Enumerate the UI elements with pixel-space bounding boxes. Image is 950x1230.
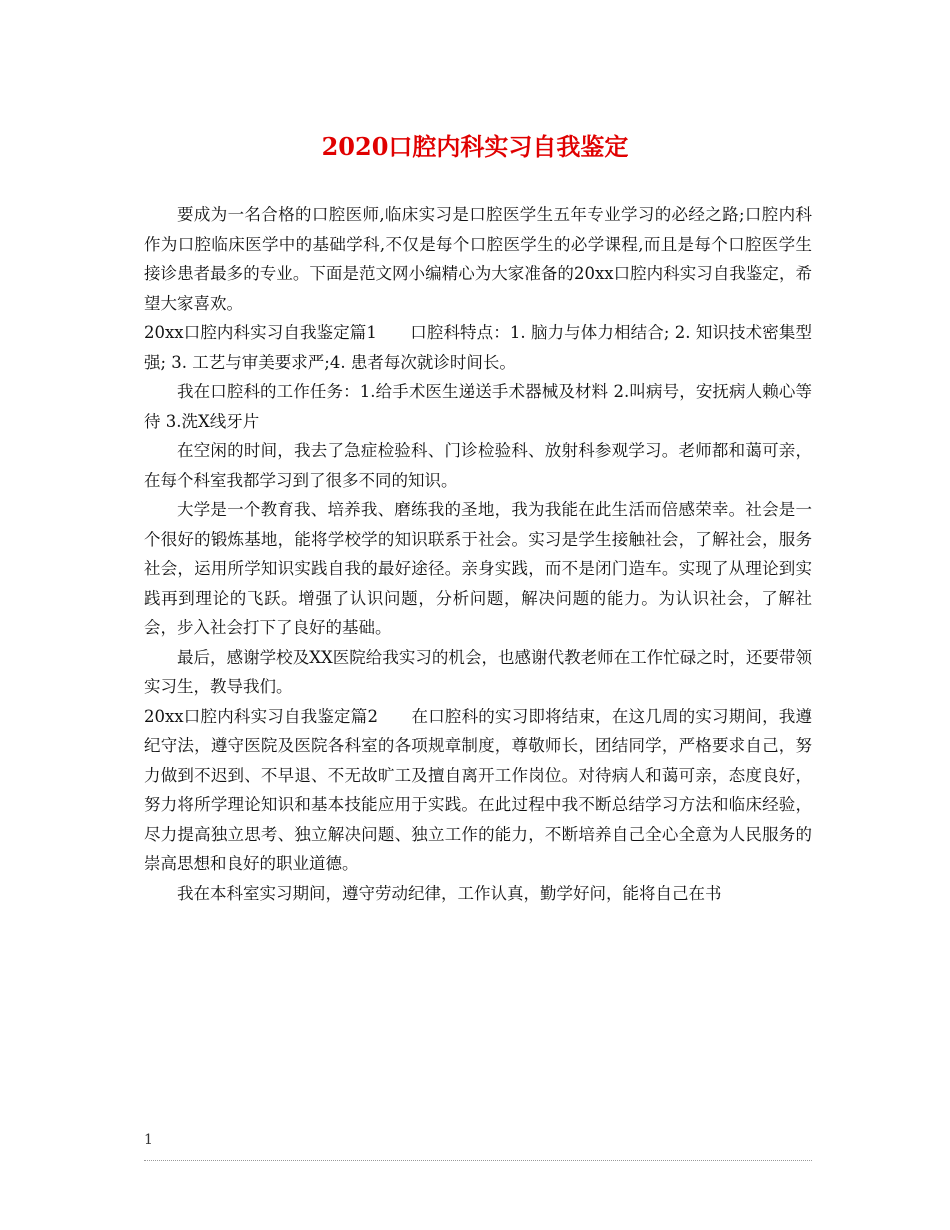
paragraph-university: 大学是一个教育我、培养我、磨练我的圣地，我为我能在此生活而倍感荣幸。社会是一个很好的锻炼基地，能将学校学的知识联系于社会。实习是学生接触社会，了解社会，服务社会，运用所学知识实践自我的最好途径。亲身实践，而不是闭门造车。实现了从理论到实践再到理论的飞跃。增强了认识问题，分析问题，解决问题的能力。为认识社会，了解社会，步入社会打下了良好的基础。 [144, 500, 812, 637]
paragraph-intro: 要成为一名合格的口腔医师,临床实习是口腔医学生五年专业学习的必经之路;口腔内科作为口腔临床医学中的基础学科,不仅是每个口腔医学生的必学课程,而且是每个口腔医学生接诊患者最多的专业。下面是范文网小编精心为大家准备的20xx口腔内科实习自我鉴定，希望大家喜欢。 [144, 205, 812, 313]
paragraph-part1-heading: 20xx口腔内科实习自我鉴定篇1 口腔科特点：1. 脑力与体力相结合; 2. 知识技术密集型强; 3. 工艺与审美要求严;4. 患者每次就诊时间长。 [144, 323, 812, 372]
page-number: 1 [144, 1132, 153, 1148]
paragraph-part2-heading: 20xx口腔内科实习自我鉴定篇2 在口腔科的实习即将结束，在这几周的实习期间，我遵纪守法，遵守医院及医院各科室的各项规章制度，尊敬师长，团结同学，严格要求自己，努力做到不迟到、不早退、不无故旷工及擅自离开工作岗位。对待病人和蔼可亲，态度良好，努力将所学理论知识和基本技能应用于实践。在此过程中我不断总结学习方法和临床经验，尽力提高独立思考、独立解决问题、独立工作的能力，不断培养自己全心全意为人民服务的崇高思想和良好的职业道德。 [144, 706, 812, 873]
footer-divider [144, 1160, 812, 1161]
document-title: 2020口腔内科实习自我鉴定 [321, 132, 629, 161]
paragraph-department: 我在本科室实习期间，遵守劳动纪律，工作认真，勤学好问，能将自己在书 [177, 883, 722, 903]
paragraph-thanks: 最后，感谢学校及XX医院给我实习的机会，也感谢代教老师在工作忙碌之时，还要带领实习生，教导我们。 [144, 647, 812, 696]
document-body [144, 200, 812, 908]
paragraph-free-time: 在空闲的时间，我去了急症检验科、门诊检验科、放射科参观学习。老师都和蔼可亲，在每个科室我都学习到了很多不同的知识。 [144, 441, 812, 490]
paragraph-work-tasks: 我在口腔科的工作任务：1.给手术医生递送手术器械及材料 2.叫病号，安抚病人赖心等待 3.洗X线牙片 [144, 382, 812, 431]
